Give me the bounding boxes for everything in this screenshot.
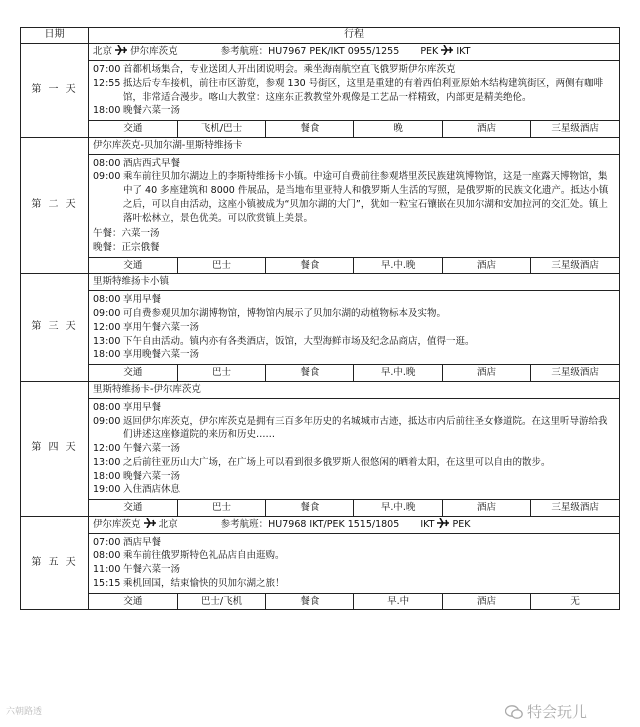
- item-text: 乘车前往贝加尔湖边上的李斯特维扬卡小镇。中途可自费前往参观塔里茨民族建筑博物馆，这是一座露天博物馆，集中了 40 多座建筑和 8000 件展品，是当地布里亚特人和俄罗斯人生活的写照，是俄罗斯的民族文化遗产。抵达小镇之后，可以自由活动，这座小镇被成为“贝加尔湖的大门”，犹如一粒宝石镶嵌在贝加尔湖和安加拉河的交汇处。镇上落叶松林立，景色优美。可以欣赏镇上美景。: [123, 171, 609, 224]
- route-code-from: PEK: [420, 46, 439, 57]
- item-time: 12:00: [93, 443, 121, 455]
- airplane-icon: [115, 45, 127, 55]
- item-text: 入住酒店休息: [123, 484, 181, 496]
- schedule-item: [93, 307, 615, 321]
- item-text: 酒店早餐: [123, 536, 162, 548]
- summary-row: [89, 257, 619, 274]
- schedule-item: [93, 470, 615, 484]
- item-time: 18:00: [93, 349, 121, 361]
- meals-value: 早.中.晚: [354, 257, 442, 273]
- item-text: 之后前往亚历山大广场，在广场上可以看到很多俄罗斯人很悠闲的晒着太阳，在这里可以自由的散步。: [123, 456, 551, 468]
- item-time: 08:00: [93, 157, 121, 169]
- hotel-value: 三星级酒店: [531, 121, 619, 137]
- schedule-item: [93, 563, 615, 577]
- hotel-label: 酒店: [442, 500, 530, 516]
- meals-value: 早.中.晚: [354, 500, 442, 516]
- transport-label: 交通: [89, 121, 177, 137]
- transport-value: 巴士: [177, 500, 265, 516]
- item-text: 酒店西式早餐: [123, 157, 181, 169]
- item-text: 享用午餐六菜一汤: [123, 321, 200, 333]
- transport-value: 巴士: [177, 257, 265, 273]
- item-time: 15:15: [93, 577, 121, 589]
- transport-label: 交通: [89, 500, 177, 516]
- transport-label: 交通: [89, 365, 177, 381]
- route-from: 伊尔库茨克: [93, 518, 141, 530]
- item-text: 乘车前往俄罗斯特色礼品店自由逛购。: [123, 550, 285, 562]
- watermark-right: [505, 702, 587, 724]
- meals-value: 早.中.晚: [354, 365, 442, 381]
- item-time: 07:00: [93, 536, 121, 548]
- hotel-label: 酒店: [442, 257, 530, 273]
- item-text: 享用早餐: [123, 401, 162, 413]
- transport-value: 巴士/飞机: [177, 593, 265, 609]
- hotel-value: 三星级酒店: [531, 257, 619, 273]
- watermark-right-text: 特会玩儿: [527, 703, 588, 721]
- schedule-item: [93, 536, 615, 550]
- item-time: 09:00: [93, 415, 121, 427]
- airplane-icon: [441, 45, 453, 55]
- item-time: 18:00: [93, 470, 121, 482]
- transport-value: 巴士: [177, 365, 265, 381]
- schedule-item: [93, 348, 615, 362]
- day-row: [21, 137, 620, 274]
- route-to: 北京: [158, 518, 178, 530]
- schedule: [89, 534, 619, 593]
- day-label: 第 二 天: [21, 137, 89, 274]
- schedule-item: [93, 157, 615, 171]
- schedule-item: [93, 293, 615, 307]
- flight-info: HU7968 IKT/PEK 1515/1805: [268, 518, 400, 530]
- hotel-value: 无: [531, 593, 619, 609]
- schedule-item: [93, 321, 615, 335]
- route-line: [89, 44, 619, 61]
- meals-label: 餐食: [266, 365, 354, 381]
- hotel-label: 酒店: [442, 593, 530, 609]
- schedule: [89, 61, 619, 120]
- meals-value: 早.中: [354, 593, 442, 609]
- meals-label: 餐食: [266, 500, 354, 516]
- schedule-item: [93, 335, 615, 349]
- day-row: [21, 44, 620, 138]
- lunch-note: 午餐：六菜一汤: [93, 228, 160, 240]
- route-code-to: IKT: [456, 46, 471, 57]
- itinerary-header: 行程: [89, 28, 620, 44]
- route-to: 伊尔库茨克: [130, 46, 178, 57]
- wechat-icon: [505, 705, 523, 720]
- day-label: 第 五 天: [21, 516, 89, 610]
- hotel-label: 酒店: [442, 365, 530, 381]
- item-text: 享用晚餐六菜一汤: [123, 349, 200, 361]
- item-text: 午餐六菜一汤: [123, 564, 181, 576]
- item-time: 08:00: [93, 401, 121, 413]
- item-time: 09:00: [93, 171, 121, 183]
- item-text: 享用早餐: [123, 294, 162, 306]
- transport-label: 交通: [89, 593, 177, 609]
- header-row: [21, 28, 620, 44]
- route-line: 伊尔库茨克-贝加尔湖-里斯特维扬卡: [89, 138, 619, 155]
- day-row: [21, 381, 620, 516]
- schedule-item: [93, 483, 615, 497]
- item-text: 抵达后专车接机，前往市区游览，参观 130 号街区，这里是重建的有着西伯利亚原始木结构建筑街区，两侧有咖啡馆，非常适合漫步。喀山大教堂：这座东正教教堂外观像是工艺品一样精致，内部更是精美绝伦。: [123, 77, 604, 103]
- flight-label: 参考航班：: [220, 518, 269, 530]
- summary-row: [89, 364, 619, 381]
- item-text: 晚餐六菜一汤: [123, 470, 181, 482]
- item-text: 首都机场集合，专业送团人开出团说明会。乘坐海南航空直飞俄罗斯伊尔库茨克: [123, 64, 456, 75]
- day-content: [89, 274, 620, 381]
- dinner-note: 晚餐：正宗俄餐: [93, 242, 160, 254]
- item-time: 13:00: [93, 456, 121, 468]
- item-time: 07:00: [93, 64, 121, 75]
- hotel-value: 三星级酒店: [531, 365, 619, 381]
- route-code-to: PEK: [452, 518, 471, 530]
- item-time: 12:00: [93, 321, 121, 333]
- day-label: 第 四 天: [21, 381, 89, 516]
- schedule-item: [93, 63, 615, 77]
- item-time: 09:00: [93, 308, 121, 320]
- item-time: 18:00: [93, 105, 121, 117]
- schedule-item: [93, 77, 615, 105]
- transport-value: 飞机/巴士: [177, 121, 265, 137]
- item-text: 乘机回国，结束愉快的贝加尔湖之旅！: [123, 577, 285, 589]
- itinerary-table: [20, 27, 620, 610]
- item-text: 下午自由活动。镇内亦有各类酒店，饭馆，大型海鲜市场及纪念品商店，值得一逛。: [123, 335, 475, 347]
- schedule-item: [93, 577, 615, 591]
- route-line: 里斯特维扬卡-伊尔库茨克: [89, 382, 619, 399]
- item-text: 晚餐六菜一汤: [123, 105, 181, 117]
- day-content: [89, 516, 620, 610]
- schedule-item: [93, 415, 615, 443]
- transport-label: 交通: [89, 257, 177, 273]
- day-content: [89, 44, 620, 138]
- item-text: 午餐六菜一汤: [123, 443, 181, 455]
- route-from: 北京: [93, 46, 113, 57]
- route-code-from: IKT: [420, 518, 435, 530]
- item-text: 返回伊尔库茨克，伊尔库茨克是拥有三百多年历史的名城城市古迹，抵达市内后前往圣女修道院。在这里听导游给我们讲述这座修道院的来历和历史……: [123, 415, 608, 441]
- meals-label: 餐食: [266, 593, 354, 609]
- day-row: [21, 274, 620, 381]
- day-label: 第 三 天: [21, 274, 89, 381]
- route-line: [89, 517, 619, 534]
- day-content: [89, 381, 620, 516]
- schedule-item: [93, 104, 615, 118]
- day-label: 第 一 天: [21, 44, 89, 138]
- schedule-item: [93, 456, 615, 470]
- schedule: [89, 155, 619, 257]
- item-text: 可自费参观贝加尔湖博物馆，博物馆内展示了贝加尔湖的动植物标本及实物。: [123, 308, 447, 320]
- meals-value: 晚: [354, 121, 442, 137]
- hotel-value: 三星级酒店: [531, 500, 619, 516]
- schedule: [89, 291, 619, 364]
- meals-label: 餐食: [266, 257, 354, 273]
- route-line: 里斯特维扬卡小镇: [89, 274, 619, 291]
- watermark-left: 六朝路透: [6, 707, 43, 717]
- hotel-label: 酒店: [442, 121, 530, 137]
- summary-row: [89, 593, 619, 610]
- item-time: 12:55: [93, 77, 121, 89]
- schedule: [89, 399, 619, 499]
- summary-row: [89, 499, 619, 516]
- item-time: 08:00: [93, 294, 121, 306]
- item-time: 11:00: [93, 564, 121, 576]
- day-content: [89, 137, 620, 274]
- date-header: 日期: [21, 28, 89, 44]
- schedule-item: [93, 549, 615, 563]
- flight-label: 参考航班：: [220, 46, 269, 57]
- flight-info: HU7967 PEK/IKT 0955/1255: [268, 46, 400, 57]
- item-time: 08:00: [93, 550, 121, 562]
- day-row: [21, 516, 620, 610]
- item-time: 19:00: [93, 484, 121, 496]
- airplane-icon: [437, 518, 449, 528]
- schedule-item: [93, 442, 615, 456]
- meals-label: 餐食: [266, 121, 354, 137]
- schedule-item: [93, 401, 615, 415]
- airplane-icon: [144, 518, 156, 528]
- item-time: 13:00: [93, 335, 121, 347]
- summary-row: [89, 120, 619, 137]
- schedule-item: [93, 170, 615, 225]
